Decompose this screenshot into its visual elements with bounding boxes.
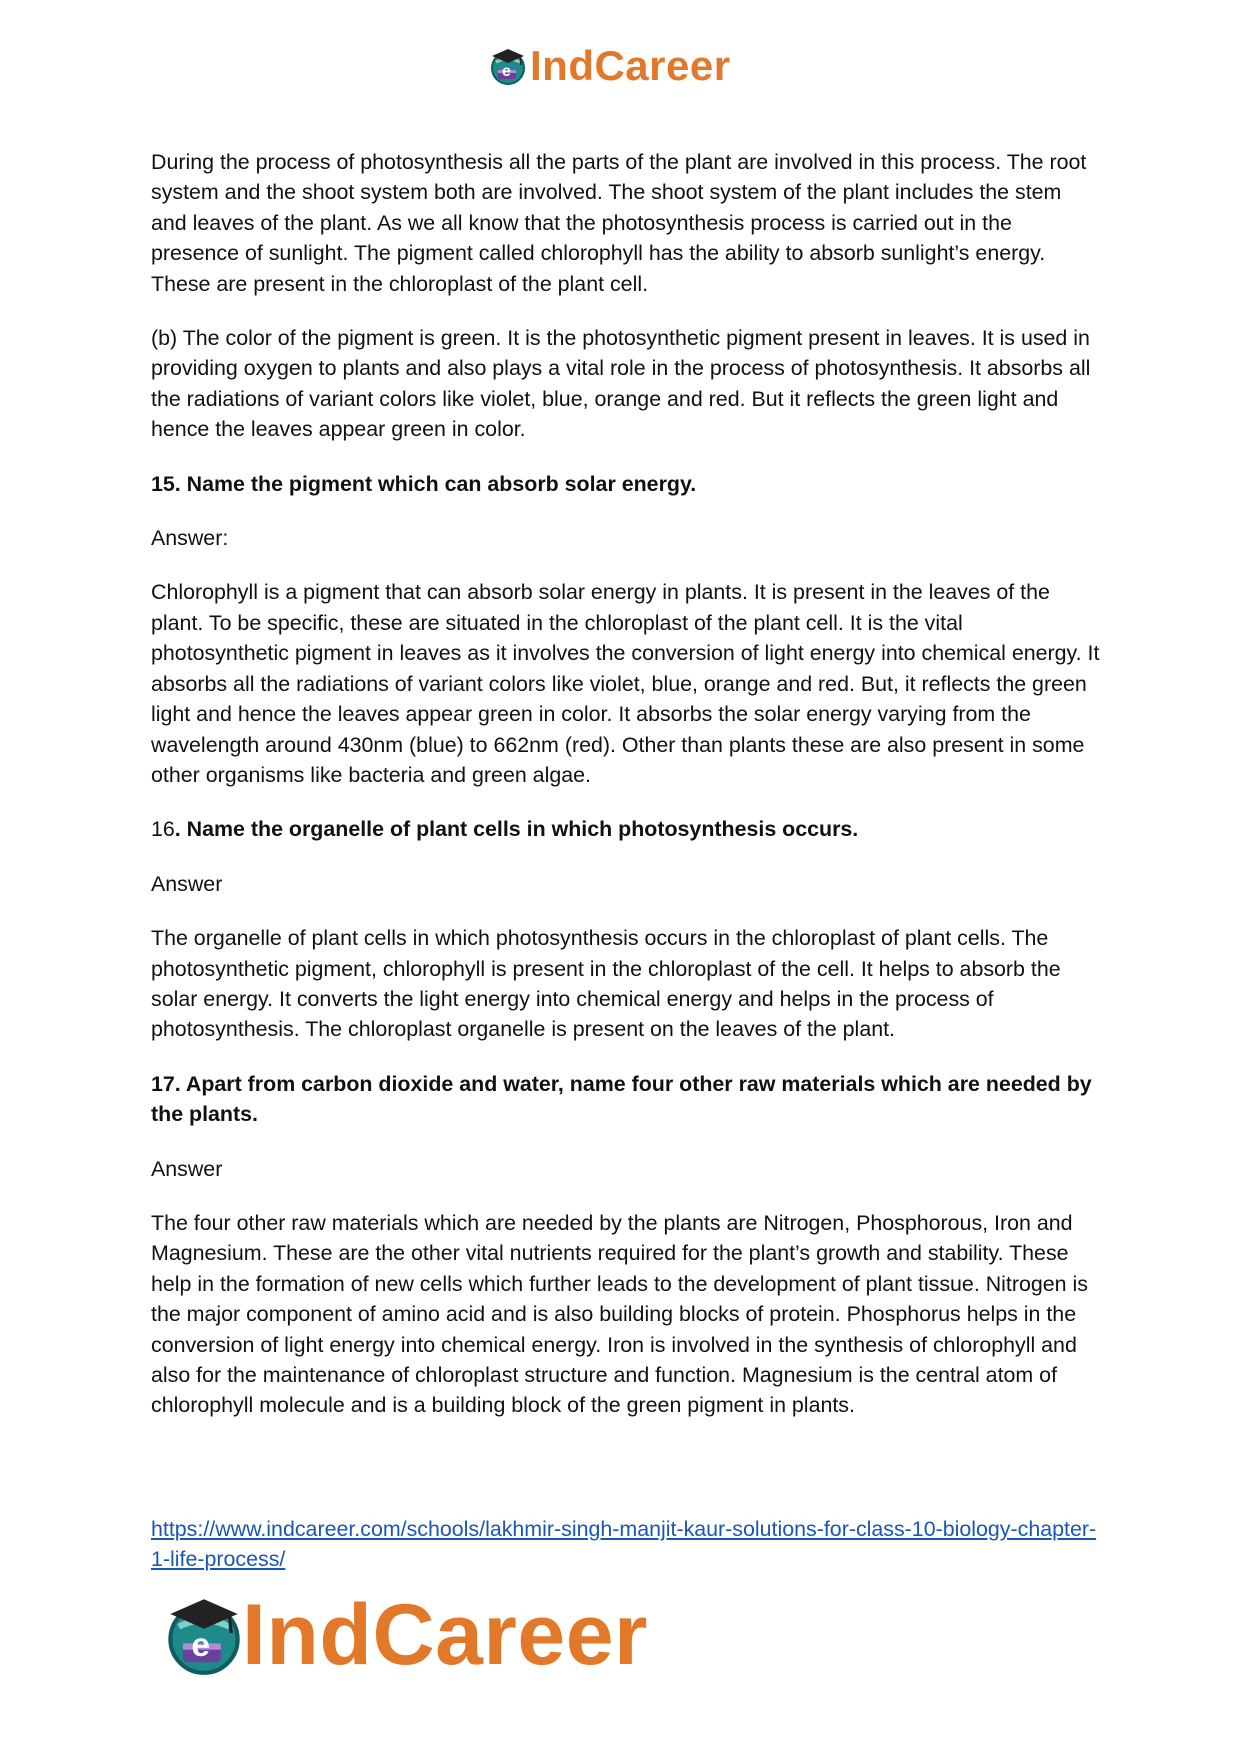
question-heading: 17. Apart from carbon dioxide and water, name four other raw materials which are needed by the plants.: [151, 1071, 1092, 1127]
graduation-globe-icon: [162, 1593, 246, 1677]
answer-paragraph: The organelle of plant cells in which photosynthesis occurs in the chloroplast of plant cells. The photosynthetic pigment, chlorophyll is present in the chloroplast of the cell. It helps to absorb the solar energy. It converts the light energy into chemical energy and helps in the process of photosynthesis. The chloroplast organelle is present on the leaves of the plant.: [151, 926, 1061, 1042]
header-logo: [488, 38, 731, 94]
paragraph: (b) The color of the pigment is green. It is the photosynthetic pigment present in leaves. It is used in providing oxygen to plants and also plays a vital role in the process of photosynthesis. It absorbs all the radiations of variant colors like violet, blue, orange and red. But it reflects the green light and hence the leaves appear green in color.: [151, 326, 1091, 442]
question-text: . Name the organelle of plant cells in which photosynthesis occurs.: [174, 817, 859, 842]
answer-paragraph: Chlorophyll is a pigment that can absorb solar energy in plants. It is present in the leaves of the plant. To be specific, these are situated in the chloroplast of the plant cell. It is the vital photosynthetic pigment in leaves as it involves the conversion of light energy into chemical energy. It absorbs all the radiations of variant colors like violet, blue, orange and red. But, it reflects the green light and hence the leaves appear green in color. It absorbs the solar energy varying from the wavelength around 430nm (blue) to 662nm (red). Other than plants these are also present in some other organisms like bacteria and green algae.: [151, 580, 1100, 787]
answer-label: Answer:: [151, 526, 229, 551]
answer-label: Answer: [151, 871, 223, 896]
footer-logo: [162, 1585, 648, 1685]
source-link[interactable]: https://www.indcareer.com/schools/lakhmir-singh-manjit-kaur-solutions-for-class-10-biology-chapter-1-life-process/: [151, 1517, 1097, 1572]
question-number: 16: [151, 817, 175, 842]
document-body: [151, 147, 1101, 1421]
answer-label: Answer: [151, 1156, 223, 1181]
svg-text:e: e: [191, 1627, 211, 1664]
question-heading: 15. Name the pigment which can absorb solar energy.: [151, 471, 697, 496]
brand-name: IndCareer: [242, 1587, 648, 1683]
paragraph: During the process of photosynthesis all the parts of the plant are involved in this process. The root system and the shoot system both are involved. The shoot system of the plant includes the stem and leaves of the plant. As we all know that the photosynthesis process is carried out in the presence of sunlight. The pigment called chlorophyll has the ability to absorb sunlight’s energy. These are present in the chloroplast of the plant cell.: [151, 150, 1087, 296]
brand-name: IndCareer: [530, 42, 731, 89]
question-heading: [151, 814, 1101, 844]
answer-paragraph: The four other raw materials which are needed by the plants are Nitrogen, Phosphorous, Iron and Magnesium. These are the other vital nutrients required for the plant’s growth and stability. These help in the formation of new cells which further leads to the development of plant tissue. Nitrogen is the major component of amino acid and is also building blocks of protein. Phosphorus helps in the conversion of light energy into chemical energy. Iron is involved in the synthesis of chlorophyll and also for the maintenance of chloroplast structure and function. Magnesium is the central atom of chlorophyll molecule and is a building block of the green pigment in plants.: [151, 1210, 1088, 1418]
svg-text:e: e: [502, 63, 511, 80]
graduation-globe-icon: [488, 46, 528, 86]
